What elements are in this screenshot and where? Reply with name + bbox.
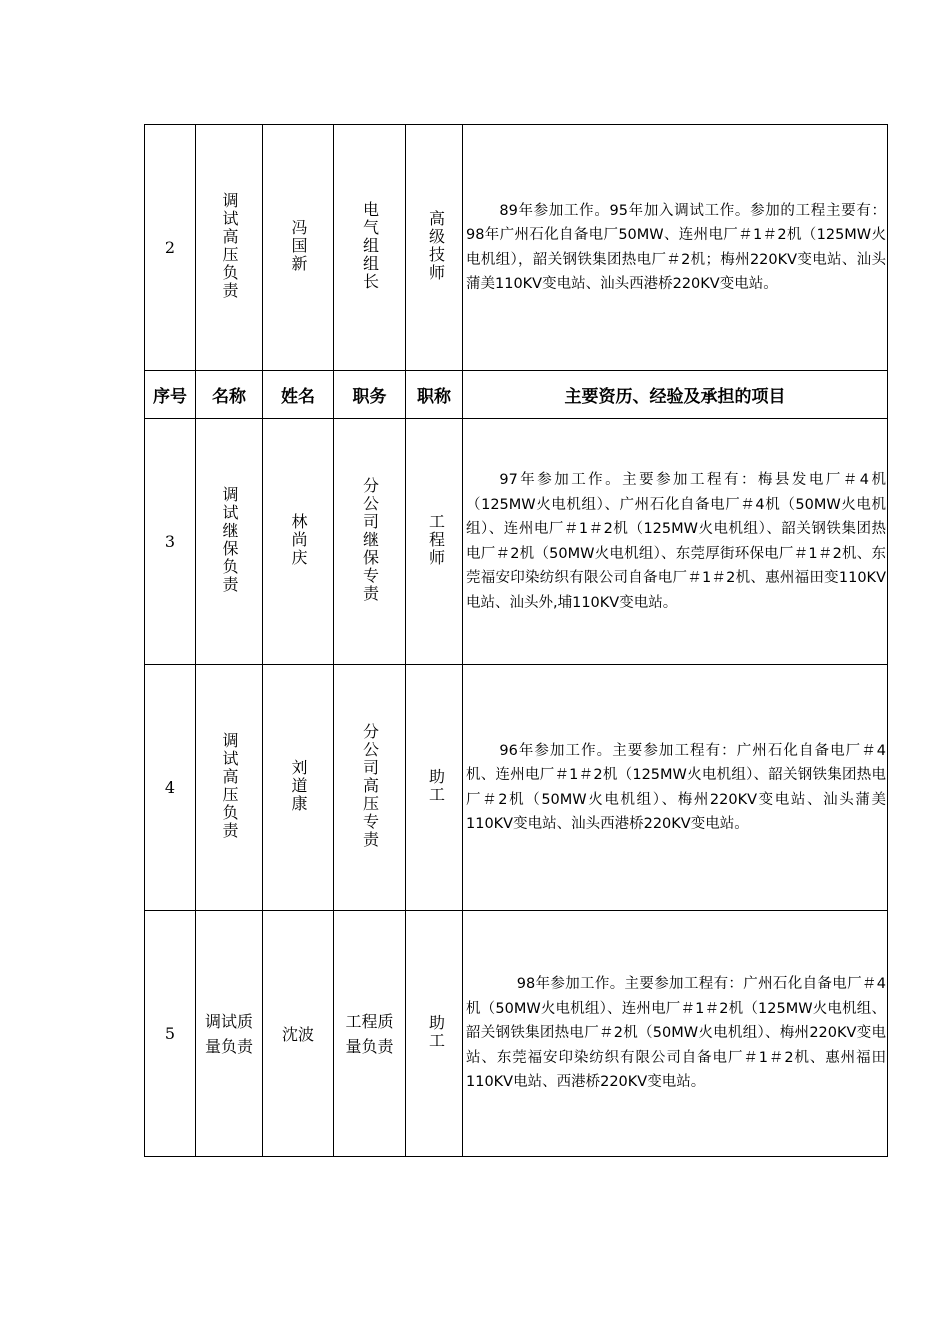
table-row [145,125,888,371]
seq-cell: 2 [145,125,196,371]
seq-cell: 4 [145,665,196,911]
position-cell: 分公司高压专责 [334,665,406,911]
position-cell: 电气组组长 [334,125,406,371]
role-name-cell: 调试高压负责 [196,665,263,911]
role-name-cell: 调试高压负责 [196,125,263,371]
person-name-cell: 林尚庆 [263,419,334,665]
title-cell: 助工 [406,665,463,911]
description-cell: 96年参加工作。主要参加工程有：广州石化自备电厂＃4机、连州电厂＃1＃2机（125MW火电机组）、韶关钢铁集团热电厂＃2机（50MW火电机组）、梅州220KV变电站、汕头蒲美110KV变电站、汕头西港桥220KV变电站。 [463,665,888,911]
header-person: 姓名 [263,371,334,419]
table-row [145,911,888,1157]
description-cell: 98年参加工作。主要参加工程有：广州石化自备电厂＃4机（50MW火电机组）、连州电厂＃1＃2机（125MW火电机组、韶关钢铁集团热电厂＃2机（50MW火电机组）、梅州220KV变电站、东莞福安印染纺织有限公司自备电厂＃1＃2机、惠州福田110KV电站、西港桥220KV变电站。 [463,911,888,1157]
table-row [145,665,888,911]
header-description: 主要资历、经验及承担的项目 [463,371,888,419]
table-row [145,419,888,665]
title-cell: 助工 [406,911,463,1157]
header-title: 职称 [406,371,463,419]
seq-cell: 3 [145,419,196,665]
seq-cell: 5 [145,911,196,1157]
position-cell: 工程质量负责 [334,911,406,1157]
header-name: 名称 [196,371,263,419]
person-name-cell: 冯国新 [263,125,334,371]
header-position: 职务 [334,371,406,419]
title-cell: 工程师 [406,419,463,665]
header-seq: 序号 [145,371,196,419]
position-cell: 分公司继保专责 [334,419,406,665]
person-name-cell: 沈波 [263,911,334,1157]
staff-table [144,124,888,1157]
role-name-cell: 调试质量负责 [196,911,263,1157]
description-cell: 89年参加工作。95年加入调试工作。参加的工程主要有：98年广州石化自备电厂50MW、连州电厂＃1＃2机（125MW火电机组），韶关钢铁集团热电厂＃2机；梅州220KV变电站、汕头蒲美110KV变电站、汕头西港桥220KV变电站。 [463,125,888,371]
table-header-row [145,371,888,419]
description-cell: 97年参加工作。主要参加工程有：梅县发电厂＃4机（125MW火电机组）、广州石化自备电厂＃4机（50MW火电机组）、连州电厂＃1＃2机（125MW火电机组）、韶关钢铁集团热电厂＃2机（50MW火电机组）、东莞厚街环保电厂＃1＃2机、东莞福安印染纺织有限公司自备电厂＃1＃2机、惠州福田变110KV电站、汕头外,埔110KV变电站。 [463,419,888,665]
title-cell: 高级技师 [406,125,463,371]
person-name-cell: 刘道康 [263,665,334,911]
role-name-cell: 调试继保负责 [196,419,263,665]
